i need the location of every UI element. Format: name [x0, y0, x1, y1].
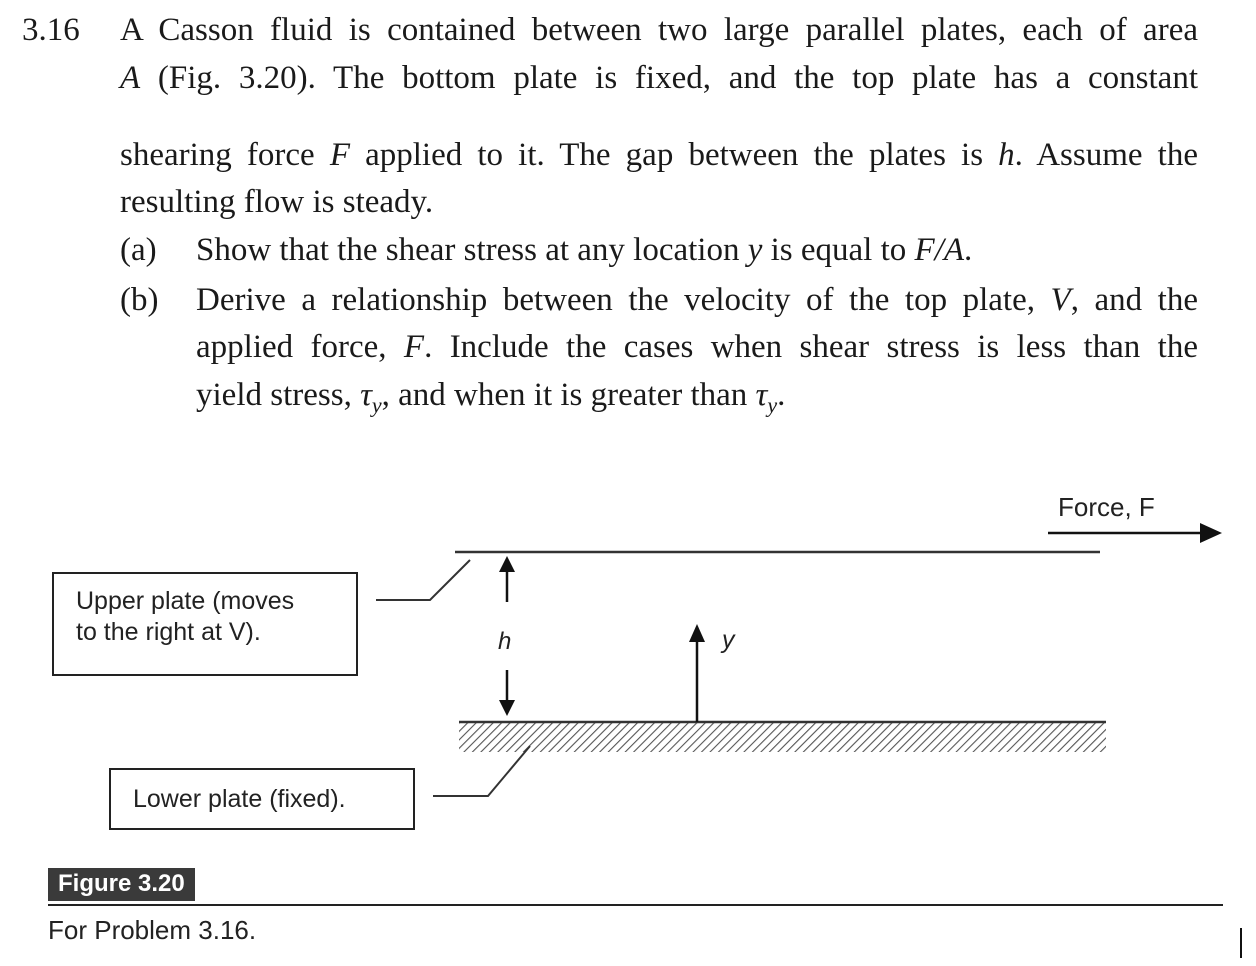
force-label: Force, F: [1058, 492, 1155, 522]
problem-line-1: [120, 10, 1198, 50]
upper-plate-leader: [376, 560, 470, 600]
part-b-line-3: [196, 375, 785, 426]
var-a: A: [120, 60, 141, 96]
upper-plate-callout-line-1: Upper plate (moves: [76, 587, 295, 615]
figure-number: Figure 3.20: [48, 868, 195, 901]
lower-plate-leader: [433, 746, 530, 796]
part-b-line-2: [196, 327, 1198, 367]
problem-text: . Assume the: [1014, 137, 1198, 173]
part-a-text-1: Show that the shear stress at any location: [196, 232, 748, 268]
var-f: F: [403, 329, 425, 365]
tau-subscript: y: [371, 392, 382, 418]
tau-symbol: τ: [360, 377, 372, 413]
h-arrowhead-up: [499, 556, 515, 572]
y-arrowhead: [689, 624, 705, 642]
h-arrowhead-down: [499, 700, 515, 716]
upper-plate-callout-line-2: to the right at V).: [76, 618, 261, 646]
problem-line-2: [120, 58, 1198, 98]
tau-subscript: y: [767, 392, 778, 418]
figure-caption: For Problem 3.16.: [48, 915, 257, 945]
var-f: F: [329, 137, 350, 173]
part-b-text: .: [777, 377, 786, 413]
problem-number: 3.16: [22, 12, 80, 48]
lower-plate-callout: [109, 768, 415, 830]
var-y: y: [747, 232, 763, 268]
part-a-text-2: is equal to: [762, 232, 915, 268]
problem-line-3: [120, 135, 1198, 175]
problem-text: A Casson fluid is contained between two large parallel plates, each of area: [120, 12, 1198, 48]
problem-text: shearing force: [120, 137, 330, 173]
part-a-text: [196, 230, 972, 270]
part-b-line-1: [196, 280, 1198, 320]
upper-plate-callout: [52, 572, 358, 676]
var-h: h: [998, 137, 1015, 173]
part-b-text: yield stress,: [196, 377, 361, 413]
force-arrowhead: [1200, 523, 1222, 543]
problem-text: (Fig. 3.20). The bottom plate is fixed, and the top plate has a constant: [140, 60, 1198, 96]
problem-line-4: resulting flow is steady.: [120, 184, 434, 220]
part-a-text-3: .: [964, 232, 973, 268]
expr-f-over-a: F/A: [914, 232, 964, 268]
h-label: h: [498, 628, 512, 655]
part-b-label: (b): [120, 282, 159, 318]
tau-symbol: τ: [755, 377, 768, 413]
y-label: y: [722, 626, 735, 654]
var-v: V: [1050, 282, 1071, 318]
part-a-label: (a): [120, 232, 157, 268]
problem-text: applied to it. The gap between the plates is: [349, 137, 999, 173]
caption-rule: [48, 904, 1223, 906]
text-cursor-mark: [1240, 928, 1242, 958]
part-b-text: , and the: [1070, 282, 1198, 318]
lower-plate-callout-text: Lower plate (fixed).: [133, 785, 346, 813]
part-b-text: . Include the cases when shear stress is less than the: [424, 329, 1198, 365]
part-b-text: Derive a relationship between the velocity of the top plate,: [196, 282, 1051, 318]
lower-plate: [459, 722, 1106, 752]
part-b-text: applied force,: [196, 329, 404, 365]
part-b-text: , and when it is greater than: [381, 377, 756, 413]
